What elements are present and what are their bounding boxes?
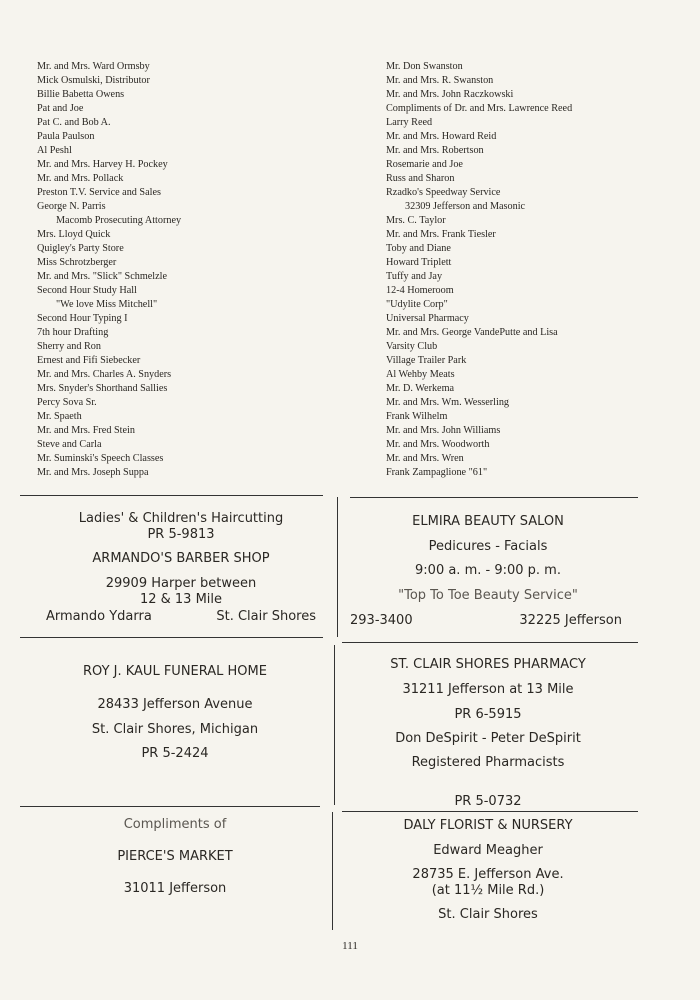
patron-entry: Mr. and Mrs. Frank Tiesler <box>386 229 496 240</box>
ad-hours: 9:00 a. m. - 9:00 p. m. <box>415 563 561 578</box>
patron-entry: Tuffy and Jay <box>386 271 443 282</box>
ad-city: St. Clair Shores <box>438 907 538 922</box>
patron-entry: Mr. and Mrs. John Williams <box>386 425 501 436</box>
patron-entry: Mr. and Mrs. John Raczkowski <box>386 89 514 100</box>
patron-entry: Rosemarie and Joe <box>386 159 463 170</box>
patron-entry: Mr. and Mrs. R. Swanston <box>386 75 494 86</box>
ad-business-name: ROY J. KAUL FUNERAL HOME <box>83 664 267 679</box>
patron-entry: Mick Osmulski, Distributor <box>37 75 150 86</box>
patron-entry: Mr. D. Werkema <box>386 383 455 394</box>
patron-entry: Frank Wilhelm <box>386 411 448 422</box>
ad-business-name: ARMANDO'S BARBER SHOP <box>92 551 270 566</box>
patron-entry: Pat C. and Bob A. <box>37 117 111 128</box>
ad-business-name: ST. CLAIR SHORES PHARMACY <box>390 657 586 672</box>
patron-entry: Mr. and Mrs. Wm. Wesserling <box>386 397 510 408</box>
patron-entry: Mr. and Mrs. Harvey H. Pockey <box>37 159 168 170</box>
patron-entry: Howard Triplett <box>386 257 452 268</box>
patron-entry: Miss Schrotzberger <box>37 257 117 268</box>
patron-entry: Mrs. Snyder's Shorthand Sallies <box>37 383 168 394</box>
patron-entry: Russ and Sharon <box>386 173 455 184</box>
patron-entry: Billie Babetta Owens <box>37 89 125 100</box>
ad-address: 31011 Jefferson <box>123 881 227 896</box>
patron-entry: George N. Parris <box>37 201 106 212</box>
divider-vertical <box>334 645 335 805</box>
patron-entry: Quigley's Party Store <box>37 243 124 254</box>
ad-owner: Edward Meagher <box>433 843 543 858</box>
patron-entry: 12-4 Homeroom <box>386 285 454 296</box>
patron-entry: "We love Miss Mitchell" <box>56 299 158 310</box>
patron-entry: Frank Zampaglione "61" <box>386 467 488 478</box>
ad-city: St. Clair Shores <box>216 609 316 624</box>
ad-owner: Armando Ydarra <box>46 609 152 624</box>
patron-entry: 7th hour Drafting <box>37 327 109 338</box>
ad-phone: PR 5-0732 <box>454 794 522 809</box>
ad-address: 28735 E. Jefferson Ave. <box>412 867 564 882</box>
patron-entry: Larry Reed <box>386 117 433 128</box>
ad-phone: PR 5-2424 <box>141 746 209 761</box>
ad-business-name: ELMIRA BEAUTY SALON <box>412 514 564 529</box>
patron-entry: 32309 Jefferson and Masonic <box>405 201 526 212</box>
ad-city: St. Clair Shores, Michigan <box>91 722 259 737</box>
ad-owners: Don DeSpirit - Peter DeSpirit <box>395 731 581 746</box>
patron-entry: Mr. Spaeth <box>37 411 82 422</box>
ad-phone: PR 5-9813 <box>147 527 215 542</box>
patron-entry: Mr. and Mrs. Ward Ormsby <box>37 61 150 72</box>
ad-title: Registered Pharmacists <box>411 755 565 770</box>
patron-entry: Mr. and Mrs. Joseph Suppa <box>37 467 149 478</box>
ad-service-line: Ladies' & Children's Haircutting <box>78 511 284 526</box>
ad-pierces-market <box>30 0 320 930</box>
patron-entry: Al Wehby Meats <box>386 369 455 380</box>
ad-business-name: DALY FLORIST & NURSERY <box>403 818 573 833</box>
divider-vertical <box>332 812 333 930</box>
ad-phone: PR 6-5915 <box>454 707 522 722</box>
patron-entry: Second Hour Typing I <box>37 313 128 324</box>
ad-business-name: PIERCE'S MARKET <box>117 849 233 864</box>
patron-entry: Second Hour Study Hall <box>37 285 137 296</box>
divider-vertical <box>337 497 338 637</box>
patron-entry: Mrs. C. Taylor <box>386 215 446 226</box>
patron-entry: Al Peshl <box>37 145 72 156</box>
patron-entry: Percy Sova Sr. <box>37 397 97 408</box>
patron-entry: Mr. and Mrs. Wren <box>386 453 464 464</box>
ad-services: Pedicures - Facials <box>428 539 548 554</box>
ad-address: 32225 Jefferson <box>519 613 622 628</box>
patron-entry: Mr. and Mrs. Woodworth <box>386 439 490 450</box>
patron-entry: Mrs. Lloyd Quick <box>37 229 111 240</box>
ad-daly-florist-nursery <box>346 0 630 930</box>
patron-entry: Mr. Don Swanston <box>386 61 463 72</box>
patron-entry: Mr. and Mrs. George VandePutte and Lisa <box>386 327 558 338</box>
patron-entry: Mr. Suminski's Speech Classes <box>37 453 164 464</box>
patron-entry: Mr. and Mrs. Howard Reid <box>386 131 497 142</box>
ad-slogan: "Top To Toe Beauty Service" <box>398 588 578 603</box>
patron-entry: Preston T.V. Service and Sales <box>37 187 161 198</box>
ad-address: (at 11½ Mile Rd.) <box>431 883 545 898</box>
patron-entry: Compliments of Dr. and Mrs. Lawrence Reed <box>386 103 573 114</box>
patron-entry: Village Trailer Park <box>386 355 467 366</box>
page-number: 111 <box>342 940 358 952</box>
ad-phone: 293-3400 <box>350 613 413 628</box>
ad-address: 29909 Harper between <box>105 576 257 591</box>
patron-entry: Mr. and Mrs. "Slick" Schmelzle <box>37 271 167 282</box>
patron-entry: Rzadko's Speedway Service <box>386 187 501 198</box>
patron-entry: Steve and Carla <box>37 439 102 450</box>
patron-entry: Universal Pharmacy <box>386 313 469 324</box>
patron-entry: Macomb Prosecuting Attorney <box>56 215 182 226</box>
patron-entry: Mr. and Mrs. Fred Stein <box>37 425 135 436</box>
patron-entry: "Udylite Corp" <box>386 299 448 310</box>
ad-address: 31211 Jefferson at 13 Mile <box>402 682 574 697</box>
patron-entry: Mr. and Mrs. Robertson <box>386 145 484 156</box>
ad-address: 28433 Jefferson Avenue <box>97 697 253 712</box>
patron-entry: Paula Paulson <box>37 131 95 142</box>
patron-entry: Toby and Diane <box>386 243 451 254</box>
patron-entry: Ernest and Fifi Siebecker <box>37 355 141 366</box>
patron-entry: Pat and Joe <box>37 103 84 114</box>
patron-entry: Sherry and Ron <box>37 341 101 352</box>
patron-entry: Mr. and Mrs. Pollack <box>37 173 124 184</box>
ad-compliments: Compliments of <box>123 817 227 832</box>
patron-entry: Varsity Club <box>386 341 438 352</box>
patron-entry: Mr. and Mrs. Charles A. Snyders <box>37 369 172 380</box>
ad-address: 12 & 13 Mile <box>139 592 223 607</box>
